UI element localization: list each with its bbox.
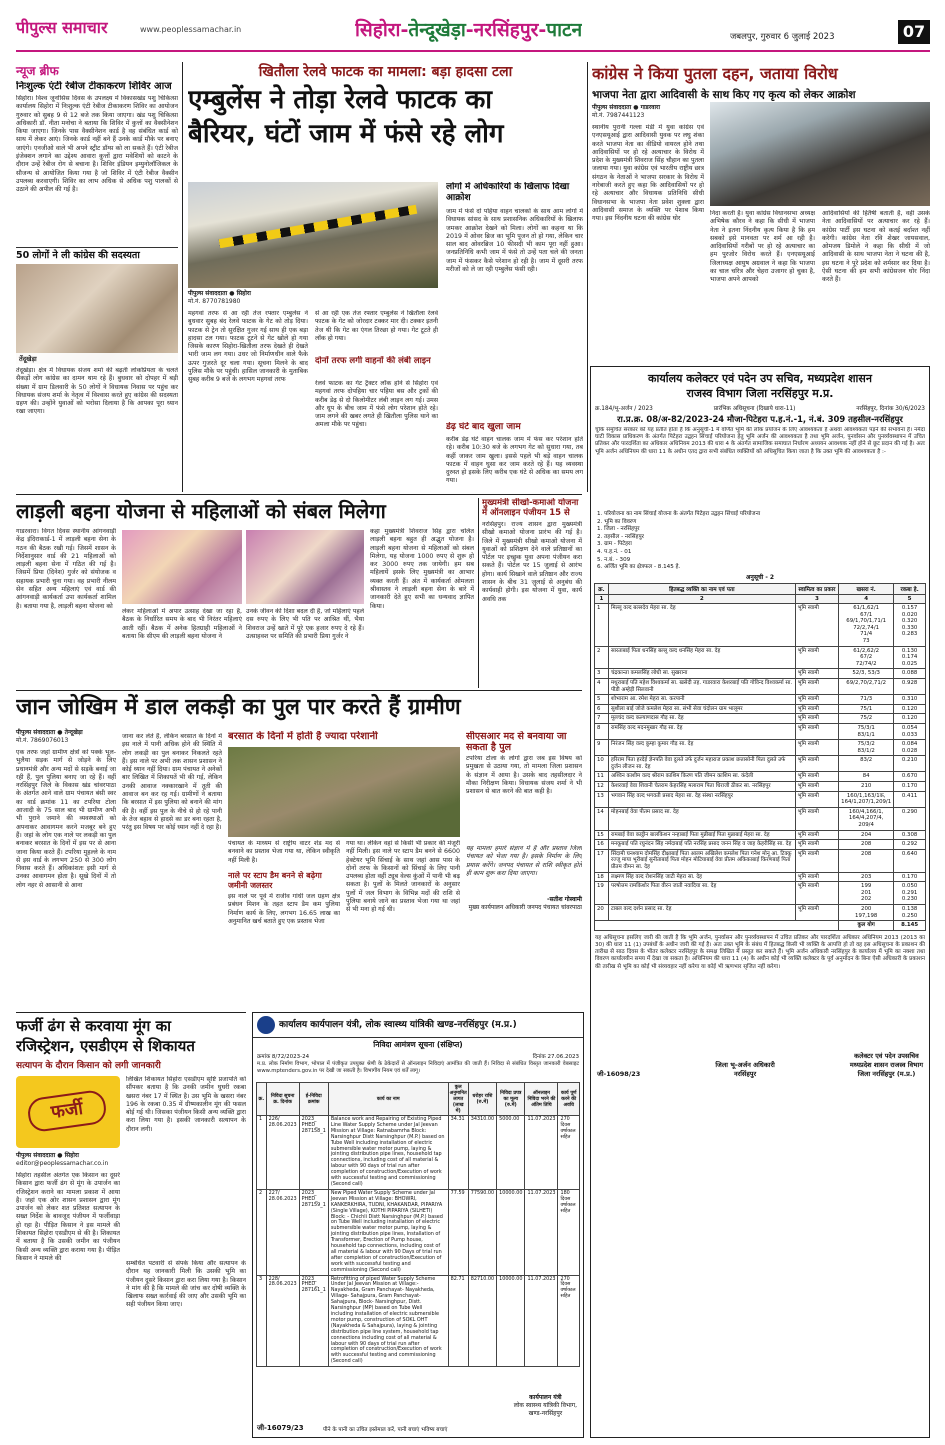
tender-header: कार्य पूर्ण करने की अवधि — [558, 1083, 580, 1116]
table-cell: 0.120 — [894, 704, 926, 714]
seekho-headline: मुख्यमंत्री सीखो-कमाओ योजना में ऑनलाइन पंजीयन 15 से — [482, 498, 579, 518]
tender-header: कार्यालय कार्यपालन यंत्री, लोक स्वास्थ्य यांत्रिकी खण्ड-नरसिंहपुर (म.प्र.) — [253, 1013, 583, 1038]
table-cell: 2 — [595, 646, 609, 669]
table-cell: 0.310 — [894, 695, 926, 705]
table-total-row — [595, 921, 926, 931]
table-row — [595, 723, 926, 739]
table-cell: 270 दिवस वर्षाकाल सहित — [558, 1116, 580, 1190]
total-label: कुल योग — [839, 921, 894, 931]
news-brief-body: सिहोरा। विश्व जूनोसिस दिवस के उपलक्ष्य में विकासखंड पशु चिकित्सा कार्यालय सिहोरा में निःशुल्क एंटी रेबीज टीकाकरण शिविर का आयोजन गुरुवार को सुबह 9 से 12 बजे तक किया जाएगा। खंड पशु चिकित्सा अधिकारी डॉ. नीता मनोचा ने बताया कि शिविर में कुत्तों का वैक्सीनेशन किया जाएगा। जिनके पास वैक्सीनेशन कार्ड है वह संबंधित कार्ड को साथ में लेकर आएं। जिनके कार्ड नहीं बने हैं उनके कार्ड मौके पर बनाए जाएंगे। एनजीओ वाले भी अपने स्ट्रीट डॉग्स को ला सकते हैं। एंटी रेबीज इंजेक्शन लगाने का उद्देश्य आवारा कुत्तों द्वारा मवेशियों को काटने के दौरान उन्हें रेबीज रोग से बचाना है। शिविर इंडियन इम्युनोलॉजिकल के सौजन्य से आयोजित किया गया है जो शिविर में एंटी रेबीज वैक्सीन उपलब्ध करवाएगी। शिविर का लाभ अधिक से अधिक पशु पालकों से उठाने की अपील की गई है। — [16, 95, 178, 194]
rail-kicker: खितौला रेलवे फाटक का मामला: बड़ा हादसा टला — [258, 64, 513, 80]
collector-notice — [590, 366, 930, 1438]
section-rule — [16, 1012, 246, 1013]
table-cell: मनकूबाई पति रघुनंदन सिंह नर्मदाबाई पति नरसिंह प्रसाद जनन सिंह व जाह केहरीसिंह सा. देह — [608, 840, 795, 850]
table-cell: 0.138 0.250 — [894, 904, 926, 920]
table-cell: 5000.00 — [497, 1116, 525, 1190]
editor-email[interactable]: editor@peoplessamachar.co.in — [16, 1160, 109, 1167]
collector-title-2: राजस्व विभाग जिला नरसिंहपुर म.प्र. — [686, 387, 834, 400]
table-cell: 160/4,166/1, 164/4,207/4, 209/4 — [839, 807, 894, 830]
bridge-sidebar: टपरिया टोला के लोगों द्वारा जब इस विषय को प्रमुखता से उठाया गया, तो मामला जिला प्रशासन के संज्ञान में आया है। उसके बाद तहसीलदार ने मौका निरीक्षण किया। विधायक संजय शर्मा ने भी प्रशासन से बात करने की बात कही है। — [466, 755, 582, 796]
ladli-headline: लाड़ली बहना योजना से महिलाओं को संबल मिलेगा — [16, 499, 386, 523]
tender-header: कुल अनुमानित लागत (लाख में) — [448, 1083, 468, 1116]
table-cell: 75/2 — [839, 714, 894, 724]
table-cell: 208 — [839, 840, 894, 850]
table-cell: भूमि स्वामी — [795, 604, 838, 647]
section-rule — [16, 494, 582, 495]
seekho-body: नरसिंहपुर। राज्य शासन द्वारा मुख्यमंत्री सीखो कमाओ योजना प्रारंभ की गई है। जिले में मुख्यमंत्री सीखो कमाओ योजना में युवाओं को प्रशिक्षण देने वाले प्रतिष्ठानों का पोर्टल पर इच्छुक युवा अपना पंजीयन करा सकते हैं। पोर्टल पर 15 जुलाई से आरंभ होगा। कार्य सिखाने वाले प्रतिष्ठान और राज्य शासन के बीच 31 जुलाई से अनुबंध की कार्यवाही होगी। इस योजना में युवा, कार्य अवधि तक — [482, 521, 582, 603]
table-cell: 1 — [595, 604, 609, 647]
table-cell: 160/1,163/1क, 164/1,207/1,209/1 — [839, 791, 894, 807]
congress-joining-photo — [16, 264, 178, 364]
table-cell: निरंजन सिंह वल्द कुम्हा कुमार गौड़ सा. देह — [608, 740, 795, 756]
collector-list-item: 2. तहसील - नरसिंहपुर — [597, 533, 644, 540]
table-cell: 0.170 — [894, 872, 926, 882]
bridge-headline: जान जोखिम में डाल लकड़ी का पुल पार करते हैं ग्रामीण — [16, 695, 461, 720]
table-cell: 5 — [595, 695, 609, 705]
seekho-story — [482, 498, 582, 688]
table-row — [595, 830, 926, 840]
effigy-protest-photo — [710, 102, 930, 206]
table-cell: 75/3/1 83/1/1 — [839, 723, 894, 739]
table-cell: भूमि स्वामी — [795, 714, 838, 724]
table-cell: भूमि स्वामी — [795, 695, 838, 705]
table-row — [595, 782, 926, 792]
column-divider — [182, 62, 183, 492]
table-cell: 0.157 0.020 0.320 0.330 0.283 — [894, 604, 926, 647]
table-cell: 2023_ PHED_ 287159_1 — [299, 1189, 328, 1275]
moong-col1: सिहोरा तहसील अंतर्गत एक किसान का दूसरे किसान द्वारा फर्जी ढंग से मूंग के उपार्जन का रजिस्ट्रेशन कराने का मामला प्रकाश में आया है। जहां एक ओर शासन प्रशासन द्वारा मूंग उपार्जन को लेकर शत प्रतिशत सत्यापन के सख्त निर्देश के बावजूद पंजीयन में फर्जीवाड़ा हो रहा है। पीड़ित किसान ने इस मामले की शिकायत सिहोरा एसडीएम से की है। शिकायत में बताया है कि उसकी जमीन का पंजीयन किसी अन्य व्यक्ति द्वारा कराया गया है। पीड़ित किसान ने मामले की — [16, 1172, 120, 1262]
tender-notice-title: निविदा आमंत्रण सूचना (संक्षिप्त) — [373, 1040, 463, 1049]
table-cell: भूमि स्वामी — [795, 840, 838, 850]
tender-notice — [252, 1012, 584, 1438]
table-row — [595, 669, 926, 679]
table-header-number: 4 — [839, 595, 894, 604]
congress-subhead: भाजपा नेता द्वारा आदिवासी के साथ किए गए कृत्य को लेकर आक्रोश — [592, 89, 856, 101]
collector-list-item: 5. न.बं. - 309 — [597, 556, 631, 563]
table-row — [595, 740, 926, 756]
tender-header: क्र. — [257, 1083, 267, 1116]
bridge-col3: पंचायत के माध्यम से राष्ट्रीय वाटर शेड मद से बनवाने का प्रस्ताव भेजा गया था, लेकिन स्वीकृति नहीं मिली है। — [228, 840, 340, 864]
table-row — [595, 807, 926, 830]
table-cell: 71/3 — [839, 695, 894, 705]
table-row — [595, 714, 926, 724]
rail-story — [188, 62, 583, 492]
barrier-shape — [219, 205, 418, 249]
congress-byline: पीपुल्स संवाददाता ● गाडरवारा मो.नं. 7987441123 — [592, 104, 661, 119]
table-cell: 227/ 28.06.2023 — [266, 1189, 299, 1275]
table-cell: सारताबाई पिता धनसिंह बल्लू वल्द धनसिंह मेहरा सा. देह — [608, 646, 795, 669]
collector-footer-para: यह अधिसूचना इसलिए जारी की जाती है कि भूमि अर्जन, पुनर्वासन और पुनर्व्यवस्थापन में उचित प्रतिकर और पारदर्शिता अधिकार अधिनियम 2013 (2013 का 30) की धारा 11 (1) उपबंधों के अधीन जारी की गई है। अतः उक्त भूमि के संबंध में हितबद्ध किसी भी व्यक्ति के आपत्ति हो तो वह इस अधिसूचना के प्रकाशन की तारीख से साठ दिवस के भीतर कलेक्टर नरसिंहपुर के समक्ष लिखित में प्रस्तुत कर सकते हैं। भूमि अर्जन अधिकारी नरसिंहपुर के कार्यालय में भूमि का नक्शा तथा विवरण कार्यालयीन समय में देखा जा सकता है। अधिनियम की धारा 11 (4) के अधीन कोई भी व्यक्ति कलेक्टर के पूर्व अनुमोदन के बिना ऐसी अधिकारी के प्रकाशन की तारीख से भूमि का कोई भी संव्यवहार नहीं करेगा या कोई भी ऋणभार सृजित नहीं करेगा। — [595, 934, 925, 970]
table-row — [595, 604, 926, 647]
ladli-meeting-photo-1 — [122, 530, 242, 604]
bridge-quote: यह मामला हमारे संज्ञान में है और प्रस्ताव जिला पंचायत को भेजा गया है। इसके निर्माण के लिए प्रयास करेंगे। जनपद पंचायत से राशि स्वीकृत होते ही काम शुरू करा दिया जाएगा। — [466, 845, 582, 877]
table-row — [595, 695, 926, 705]
table-cell: भूमि स्वामी — [795, 646, 838, 669]
moong-col2: लिखित शिकायत सिहोरा एसडीएम सृष्टि प्रजापति को सौंपकर बताया है कि उनकी जमीन घुघरी रकबा खसरा नंबर 17 में स्थित है। उस भूमि के खसरा नंबर 196 के रकबा 0.35 में ग्रीष्मकालीन मूंग की फसल बोई गई थी। जिसका पंजीयन किसी अन्य व्यक्ति द्वारा करा लिया गया है। इसकी जानकारी सत्यापन के दौरान लगी। — [126, 1076, 246, 1133]
table-cell: भूमि स्वामी — [795, 678, 838, 694]
congress-headline: कांग्रेस ने किया पुतला दहन, जताया विरोध — [592, 64, 838, 83]
collector-list-item: 6. अर्जित भूमि का क्षेत्रफल - 8.145 हे. — [597, 564, 681, 571]
table-cell: सिंदामी घनश्याम दोमसिंह दीक्षाबाई पिता आलम अखिलेश कमलेश पिता गनेश मोनू आ. टिक्कू रज्जू माया भूरीबाई सुनीताबाई पिता मोहन मोटियाबाई वेवा प्रीतम अकिकाबाई किरणबाई पिता प्रीतम वीमन सा. देह — [608, 849, 795, 872]
table-header-number: 5 — [894, 595, 926, 604]
table-cell: 204 — [839, 830, 894, 840]
table-cell: 203 — [839, 872, 894, 882]
bridge-sidebar-title: सीएसआर मद से बनवाया जा सकता है पुल — [466, 731, 567, 753]
section-rule — [16, 690, 582, 691]
table-cell: 10 — [595, 756, 609, 772]
moong-col3: सम्बंधित पटवारी से संपर्क किया और सत्यापन के दौरान यह जानकारी मिली कि उसकी भूमि का पंजीयन दूसरे किसान द्वारा करा लिया गया है। किसान ने मांग की है कि मामले की जांच कर दोषी व्यक्ति के खिलाफ सख्त कार्रवाई की जाए और उसकी भूमि का सही पंजीयन किया जाए। — [126, 1260, 246, 1309]
table-header-number: 2 — [608, 595, 795, 604]
table-cell: भूमि स्वामी — [795, 704, 838, 714]
table-cell: 17 — [595, 849, 609, 872]
collector-para1: चूंकि समुचित सरकार को यह प्रतीत होता है कि अनुसूची-1 में वर्णित भूमि की लोक प्रयोजन के लिए आवश्यकता है अथवा आवश्यकता पड़ने की संभावना है। नर्मदा घाटी विकास प्राधिकरण के अंतर्गत पिटेहरा उद्वहन सिंचाई परियोजना हेतु भूमि अर्जन की आवश्यकता है तथा भूमि अर्जन, पुनर्वासन और पुनर्व्यवस्थापन में उचित प्रतिकर और पारदर्शिता का अधिकार अधिनियम 2013 की धारा 4 के अंतर्गत सामाजिक समाघात निर्धारण अध्ययन आवश्यक नहीं होने से छूट प्रदान की गई है। अतः भूमि अर्जन अधिनियम की धारा 11 के अधीन एतद द्वारा सभी संबंधित व्यक्तियों को अधिसूचित किया जाता है कि उक्त भूमि की आवश्यकता है :- — [595, 427, 925, 455]
bridge-col1: एक तरफ जहां ग्रामीण क्षेत्रों को पक्के भूल-भुलैया सड़क मार्ग से जोड़ने के लिए प्रधानमंत्री और अन्य मदों से सड़कें बनाई जा रही हैं, पुल पुलिया बनाए जा रहे हैं। वहीं नरसिंहपुर जिले के विकास खंड चांवरपाठा के अंतर्गत आने वाले ग्राम पंचायत बंसी स्वर का वार्ड क्रमांक 11 का टपरिया टोला आजादी के 75 साल बाद भी ग्रामीण अभी भी पुराने जमाने की व्यवस्थाओं को अपनाकर आवागमन करने मजबूर बने हुए हैं। जहां के लोग एक नाले पर लकड़ी का पुल बनाकर बरसात के दिनों में इस पर से आना जाना किया करते हैं। टपरिया मुहल्ले के नाम से इस वार्ड के लगभग 250 से 300 लोग निवास करते हैं। अधिकांशतः इसी मार्ग से उनका आवागमन होता है। सूखे दिनों में तो लोग नहर से आसानी से आना — [16, 749, 116, 889]
table-cell: 180 दिवस वर्षाकाल सहित — [558, 1189, 580, 1275]
table-cell: रामसिंह वल्द मदनमुखार गौड़ सा. देह — [608, 723, 795, 739]
table-row — [595, 872, 926, 882]
table-cell: 200 197,198 — [839, 904, 894, 920]
ladli-meeting-photo-2 — [246, 530, 364, 604]
table-cell: भूमि स्वामी — [795, 723, 838, 739]
brief2-body: तेंदूखेड़ा। क्षेत्र में विधायक संजय शर्मा की बढ़ती लोकप्रियता के चलते सैकड़ों लोग कांग्रेस का दामन थाम रहे हैं। बुधवार को दोपहर में बड़ी संख्या में ग्राम डिलवारी के 50 लोगों ने विधायक निवास पर पहुंच कर विधायक संजय शर्मा के नेतृत्व में विश्वास करते हुए कांग्रेस की सदस्यता ग्रहण की। उन्होंने युवाओं को भरोसा दिलाया है कि आपका पूरा ध्यान रखा जाएगा। — [16, 367, 178, 416]
table-cell: 6 — [595, 704, 609, 714]
table-cell: भूमि स्वामी — [795, 807, 838, 830]
table-row — [595, 904, 926, 920]
tender-header: कार्य का नाम — [328, 1083, 448, 1116]
broken-rail-gate-photo — [188, 182, 438, 288]
tender-intro: म.प्र. लोक निर्माण विभाग, भोपाल में पंजीकृत उपयुक्त श्रेणी के ठेकेदारों से ऑनलाइन निविदाएं आमंत्रित की जाती हैं। निविदा से संबंधित विस्तृत जानकारी वेबसाइट www.mptenders.gov.in पर देखी जा सकती है। विभागीय नियम एवं शर्तें लागू। — [257, 1061, 579, 1074]
tender-header: धरोहर राशि (रु.में) — [468, 1083, 496, 1116]
tender-header: ऑनलाइन निविदा भरने की अंतिम तिथि — [525, 1083, 558, 1116]
news-brief-headline: निःशुल्क एंटी रेबीज टीकाकरण शिविर आज — [16, 81, 172, 92]
table-cell: 34.31 — [448, 1116, 468, 1190]
newspaper-logo-icon: पीपुल्स समाचार — [16, 18, 108, 37]
tender-header: निविदा प्रपत्र का मूल्य (रु.में) — [497, 1083, 525, 1116]
table-cell: 75/3/2 83/1/2 — [839, 740, 894, 756]
table-cell: 11.07.2023 — [525, 1116, 558, 1190]
congress-story — [592, 62, 930, 362]
table-cell: 0.640 — [894, 849, 926, 872]
table-cell: 8 — [595, 723, 609, 739]
table-cell: 0.411 — [894, 791, 926, 807]
ladli-col3: उनके जीवन की दिशा बदल दी है, जो महिलाएं पहले दस रुपए के लिए भी पति पर आश्रित थीं, भैया शिवराज उन्हें खाते में पूरे एक हजार रुपए दे रहे हैं। उत्साहवश पर समिति की प्रभारी प्रिया गुर्जर ने — [246, 608, 364, 640]
table-row — [595, 704, 926, 714]
table-cell: 11.07.2023 — [525, 1275, 558, 1367]
bridge-quote-author: -सतीश गोस्वामी मुख्य कार्यपालन अधिकारी जनपद पंचायत चांवरपाठा — [468, 896, 582, 911]
table-cell: 0.130 0.174 0.025 — [894, 646, 926, 669]
masthead — [0, 0, 945, 60]
collector-code: जी-16098/23 — [597, 1069, 641, 1078]
bridge-byline: पीपुल्स संवाददाता ● तेन्दूखेड़ा मो.नं. 7869076013 — [16, 729, 83, 744]
total-value: 8.145 — [894, 921, 926, 931]
table-cell: 0.120 — [894, 714, 926, 724]
table-cell: 69/2,70/2,71/2 — [839, 678, 894, 694]
bridge-photo-headline: बरसात के दिनों में होती है ज्यादा परेशानी — [228, 731, 378, 742]
table-cell: New Piped Water Supply Scheme under Jal Jeevan Mission at Village: BHOWRI, KANKERKHIRA, TUDNI, KHAKANDAR, PIPARIYA (Single Village), KOTHI PIPARIYA (SILHETI) Block: - Chichli Distt Narsinghpur (M.P.) based on Tube Well including installation of electric submersible water motor pump, laying & jointing distribution pipe lines, Installation of Transformer, Erection of Pump house, household tap connections, including cost of all material & labour with 90 Days of trial run after completion of construction/Execution of work with successful testing and commissioning (Second call) — [328, 1189, 448, 1275]
news-brief-column — [16, 62, 178, 492]
rail-byline: पीपुल्स संवाददाता ● सिहोरा मो.नं. 8770781980 — [188, 290, 251, 305]
bridge-col2: जाना कर लेते हैं, लेकिन बरसात के दिनों में इस नाले में पानी अधिक होने की स्थिति में लोग लकड़ी का पुल बनाकर निकलते रहते हैं। इस नाले पर अभी तक शासन प्रशासन ने कोई ध्यान नहीं दिया। ग्राम पंचायत ने अनेकों बार लिखित में शिकायतें भी की गई, लेकिन उनकी आवाज नक्कारखाने में तूती की आवाज बन कर रह गई। ग्रामीणों ने बताया कि बरसात में इस पुलिया को बनाने की मांग की है। वहीं इस पुल के नीचे से हो रहे पानी के तेज बहाव से हादसे का डर बना रहता है, परंतु इस विषय पर कोई ध्यान नहीं दे रहा है। — [122, 733, 222, 832]
collector-case: रा.प्र.क्र. 08/अ-82/2023-24 मौजा-पिटेहरा प.ह.नं.-1, नं.बं. 309 तहसील-नरसिंहपुर — [617, 414, 903, 424]
table-cell: 0.290 — [894, 807, 926, 830]
collector-ref-row: क्र.184/भू-अर्जन / 2023 प्रारंभिक अधिसूचना (दिखाये धारा-11) नरसिंहपुर, दिनांक 30/6/2023 — [595, 406, 925, 412]
table-row — [257, 1275, 580, 1367]
table-cell: 0.084 0.028 — [894, 740, 926, 756]
tender-ref-row: क्रमांक 8/72/2023-24 दिनांक 27.06.2023 — [257, 1054, 579, 1060]
table-header-number: 1 — [595, 595, 609, 604]
tender-code: जी-16079/23 — [257, 1424, 304, 1432]
rail-headline-2: बैरियर, घंटों जाम में फंसे रहे लोग — [188, 119, 504, 149]
rail-sub3: लोगों में अधिकारियों के खिलाफ दिखा आक्रोश — [446, 182, 570, 203]
rail-col3b: करीब डेढ़ घंटे वाहन चालक जाम में फंस कर परेशान होते रहे। करीब 10:30 बजे के लगभग गेट को सुधारा गया, तब कहीं जाकर जाम खुला। इससे पहले भी बड़े वाहन चालक फाटक में वाहन घुसा कर जाम करते रहे हैं। यह व्यवस्था दुरुस्त हो इसके लिए करीब एक घंटे से अधिक का समय लग गया। — [446, 436, 583, 485]
collector-list — [591, 509, 929, 573]
table-cell: 83/2 — [839, 756, 894, 772]
table-row — [595, 849, 926, 872]
ladli-col2: लेकर महिलाओं में अपार उत्साह देखा जा रहा है, बैठक के निर्धारित समय के बाद भी निरंतर महिलाएं आती रहीं। बैठक में अनेक हितग्राही महिलाओं ने बताया कि सीएम की लाड़ली बहना योजना ने — [122, 608, 242, 640]
table-cell: शोभाराम आ. रमेश मेहरा सा. करपानी — [608, 695, 795, 705]
table-row — [595, 882, 926, 905]
table-cell: 0.928 — [894, 678, 926, 694]
table-cell: 228/ 28.06.2023 — [266, 1275, 299, 1367]
congress-col2: निंदा करती है। युवा कांग्रेस विधानसभा अध्यक्ष अभिषेक कौरव ने कहा कि सीधी में भाजपा नेता ने इतना निंदनीय कृत्य किया है कि हम सबको इसे मानवता पर शर्म आ रही है। आदिवासियों गरीबों पर हो रहे अत्याचार का हम पुरजोर विरोध करते हैं। एनएसयूआई जिलाध्यक्ष आयुष अग्रवाल ने कहा कि भाजपा का चाल चरित्र और चेहरा उजागर हो चुका है, भाजपा अपने आपको — [710, 210, 815, 284]
table-cell: 52/3, 53/3 — [839, 669, 894, 679]
table-cell: केशरवाई वेवा शिवानी चेतराम केहरसिंह मलाराम पिता धिराजी ठीकर सा. नरसिंहपुर — [608, 782, 795, 792]
congress-col3: आदिवासियों की हितैषी बताती है, वहीं उसके नेता आदिवासियों पर अत्याचार कर रहे हैं। कांग्रेस पार्टी इस घटना को कतई बर्दाश्त नहीं करेगी। कांग्रेस नेता रवि शेखर जायसवाल, ओमजय डिमोले ने कहा कि सीधी में जो आदिवासी के साथ भाजपा नेता ने घटना की है, इस घटना ने पूरे प्रदेश को शर्मसार कर दिया है। ऐसी घटना की हम सभी कांग्रेसजन घोर निंदा करते हैं। — [822, 210, 930, 284]
table-cell: 10000.00 — [497, 1275, 525, 1367]
table-cell: 10000.00 — [497, 1189, 525, 1275]
tender-header: ई-निविदा क्रमांक — [299, 1083, 328, 1116]
table-cell: 16 — [595, 840, 609, 850]
collector-list-item: 1. परियोजना का नाम सिंचाई योजना के अंतर्गत पिटेहरा उद्वहन सिंचाई परियोजना — [597, 511, 761, 517]
masthead-rule — [16, 50, 930, 52]
table-cell: भूमि स्वामी — [795, 830, 838, 840]
edition-date: जबलपुर, गुरुवार 6 जुलाई 2023 — [730, 32, 835, 42]
tender-signature: कार्यपालन यंत्री लोक स्वास्थ्य यांत्रिकी विभाग, खण्ड-नरसिंहपुर — [513, 1394, 577, 1417]
table-row — [595, 840, 926, 850]
table-cell: चंद्रकान्ता कमलसिंह लोधी सा. सुखराना — [608, 669, 795, 679]
table-cell: 84 — [839, 772, 894, 782]
table-cell: 20 — [595, 904, 609, 920]
collector-list-item: 1. जिला - नरसिंहपुर — [597, 526, 640, 533]
table-row — [595, 678, 926, 694]
moong-headline-1: फर्जी ढंग से करवाया मूंग का — [16, 1017, 172, 1035]
tender-header: निविदा सूचना क्र. दिनांक — [266, 1083, 299, 1116]
collector-title-1: कार्यालय कलेक्टर एवं पदेन उप सचिव, मध्यप्रदेश शासन — [648, 372, 872, 385]
table-row — [595, 791, 926, 807]
table-cell: 82710.00 — [468, 1275, 496, 1367]
table-cell: 11 — [595, 772, 609, 782]
table-cell: 0.170 — [894, 782, 926, 792]
table-cell: 11.07.2023 — [525, 1189, 558, 1275]
table-cell: 75/1 — [839, 704, 894, 714]
table-cell: मोहनबाई वेवा पीतम प्रसाद सा. देह — [608, 807, 795, 830]
table-cell: 0.308 — [894, 830, 926, 840]
table-row — [595, 772, 926, 782]
table-cell: 0.050 0.291 0.230 — [894, 882, 926, 905]
table-cell: अश्विन काशीम वल्द श्रीराम काशिम किरण पति जीमन काशिम सा. कंदेली — [608, 772, 795, 782]
table-cell: 199 201 202 — [839, 882, 894, 905]
rail-col2b: रेलवे फाटक का गेट ट्रैक्टर लॉक होने से सिहोरा एवं महगवां तरफ दोपहिया चार पहिया बस और ट्रकों की करीब डेढ़ से दो किलोमीटर लंबी लाइन लग गई। उमस और धूप के बीच जाम में फंसे लोग परेशान होते रहे। जाम लगने की खबर लगते ही खितौला पुलिस थाने का अमला मौके पर पहुंचा। — [315, 380, 438, 429]
table-cell: भगवान सिंह वल्द भगवती प्रसाद मेहरा सा. देह संस्था नरसिंहपुर — [608, 791, 795, 807]
bridge-story — [16, 693, 582, 925]
photo-caption: तेंदूखेड़ा — [16, 353, 178, 364]
table-cell: 2023_ PHED_ 287158_1 — [299, 1116, 328, 1190]
rail-sub2: दोनों तरफ लगी वाहनों की लंबी लाइन — [315, 356, 431, 366]
table-cell: भूमि स्वामी — [795, 791, 838, 807]
table-cell: 61/1,62/1 67/1 69/1,70/1,71/1 72/2,74/1 71/4 73 — [839, 604, 894, 647]
table-cell: 14 — [595, 807, 609, 830]
table-cell: सुशीला बाई जोजे कमलेश मेहरा सा. संभी सेवा चंदोलन ग्राम भालूमर — [608, 704, 795, 714]
table-cell: भूमि स्वामी — [795, 872, 838, 882]
table-header: हितबद्ध व्यक्ति का नाम एवं पता — [608, 584, 795, 595]
table-header: खसरा नं. — [839, 584, 894, 595]
land-table — [594, 583, 926, 931]
table-row — [257, 1189, 580, 1275]
rail-col2: से आ रही एक तेज रफ्तार एम्बुलेंस ने खितौला रेलवे फाटक के गेट को जोरदार टक्कर मार दी। टक्कर इतनी तेज थी कि गेट का एंगल तिरछा हो गया। गेट टूटते ही लॉक हो गया। — [315, 310, 438, 342]
page-number: 07 — [898, 20, 930, 44]
table-cell: 82.71 — [448, 1275, 468, 1367]
moong-story — [16, 1016, 246, 1436]
tender-foot-note: पीने के पानी का उचित इस्तेमाल करें, पानी बचाएं भविष्य बचाएं — [323, 1427, 448, 1433]
site-url[interactable]: www.peoplessamachar.in — [140, 25, 242, 34]
section-title: सिहोरा-तेन्दूखेड़ा-नरसिंहपुर-पाटन — [355, 19, 583, 41]
news-brief-label: न्यूज ब्रीफ — [16, 64, 59, 78]
column-divider — [478, 498, 479, 688]
ladli-col1: गाडरवारा। विगत दिवस स्थानीय आंगनवाड़ी केंद्र इंदिराकार्ड-1 में लाड़ली बहना सेना के गठन की बैठक रखी गई। जिसमें शासन के निर्देशानुसार वार्ड की 21 महिलाओं को लाड़ली बहना सेना में गठित की गई है। जिसमें प्रिया (दिनेश) गुर्जर को संयोजक व सहायक प्रभारी चुना गया। वह प्रभारी नीलम सेन सहित अन्य महिलाएं एवं वार्ड की आंगनवाड़ी कार्यकर्ता उपा कार्यकर्ता शामिल है। बताया गया है, लाड़ली बहना योजना को — [16, 528, 116, 610]
table-cell: रामबाई वेवा काट्ठीन बालकिशन नन्हाबाई पिता मुन्नीबाई पिता मुन्नाबाई मेहरा सा. देह — [608, 830, 795, 840]
rail-col3: जाम में फंसे दो पहिया वाहन चालकों के साथ आम लोगों में विधायक सांसद के साथ प्रशासनिक अधिकारियों के खिलाफ जमकर आक्रोश देखने को मिला। लोगों का कहना था कि 2019 में ओवर ब्रिज का भूमि पूजन तो हो गया, लेकिन चार साल बाद ओवरब्रिज 10 फीसदी भी काम पूरा नहीं हुआ। जनप्रतिनिधि कभी जाम में फंसे तो उन्हें पता चले की जनता जाम में फंसकर कैसे परेशान हो रही है। जाम में दूसरी तरफ मरीजों को ले जा रही एम्बुलेंस फंसी रही। — [446, 208, 583, 274]
collector-list-item: 4. प.ह.नं. - 01 — [597, 548, 632, 555]
rail-sub4: डेढ़ घंटे बाद खुला जाम — [446, 422, 521, 432]
table-cell: 13 — [595, 791, 609, 807]
wooden-bridge-photo — [228, 747, 460, 837]
moong-subhead: सत्यापन के दौरान किसान को लगी जानकारी — [16, 1061, 161, 1071]
table-cell: 270 दिवस वर्षाकाल सहित — [558, 1275, 580, 1367]
table-cell: 19 — [595, 882, 609, 905]
bridge-sub: नाले पर स्टाप डैम बनने से बढ़ेगा जमीनी जलस्तर — [228, 871, 322, 890]
table-cell: लक्ष्मण सिंह वल्द रोशनसिंह जाटी मेहरा सा. देह — [608, 872, 795, 882]
table-cell: टाबल वल्द दर्शन प्रसाद सा. देह — [608, 904, 795, 920]
moong-headline-2: रजिस्ट्रेशन, एसडीएम से शिकायत — [16, 1037, 195, 1055]
congress-col1: स्थानीय पुरानी गल्ला मंडी में युवा कांग्रेस एवं एनएसयूआई द्वारा आदिवासी युवक पर लघु शंका करते भाजपा नेता का वीडियो वायरल होने तथा आदिवासियों पर हो रहे अत्याचार के विरोध में प्रदेश के मुख्यमंत्री शिवराज सिंह चौहान का पुतला जलाया गया। युवा कांग्रेस एवं भारतीय राष्ट्रीय छात्र संगठन के नेताओं ने भाजपा सरकार के विरोध में नारेबाजी करते हुए कहा कि आदिवासियों पर हो रहे अत्याचार और विधायक प्रतिनिधि सीधी विधानसभा के भाजपा नेता प्रवेश शुक्ला द्वारा आदिवासी समाज के व्यक्ति पर पेशाब किया गया। इस निंदनीय घटना की कांग्रेस घोर — [592, 124, 704, 223]
bridge-col4: इस नाले पर पूर्व में राजीव गांधी जल ग्रहण क्षेत्र प्रबंधन मिशन के तहत स्टाप डैम कम पुलिया निर्माण कार्य के लिए, लगभग 16.65 लाख का अनुमानित खर्च बताते हुए एक प्रस्ताव भेजा — [228, 893, 340, 925]
table-cell: 7 — [595, 714, 609, 724]
collector-list-item: 3. ग्राम - पिटेहरा — [597, 541, 632, 548]
table-cell: 0.054 0.033 — [894, 723, 926, 739]
table-cell: 1 — [257, 1116, 267, 1190]
table-cell: भूमि स्वामी — [795, 849, 838, 872]
table-cell: मिल्लू वल्द बल्लदेव मेहरा सा. देह — [608, 604, 795, 647]
column-divider — [587, 62, 588, 492]
table-row — [595, 756, 926, 772]
water-tap-icon — [257, 1016, 275, 1034]
table-cell: 0.210 — [894, 756, 926, 772]
table-cell: Retrofitting of piped Water Supply Scheme Under Jal Jeevan Mission at Village:- Nayakheda, Gram Panchayat- Nayakheda, Village- Sahajpura, Gram Panchayat- Sahajpura, Block- Narsinghpur, Distt. Narsinghpur (MP) based on Tube Well including installation of electric submersible motor pump, construction of SOKL OHT (Nayakheda & Sahajpura), laying & jointing distribution pipe line system, household tap connections including cost of all material & labour with 90 days of trial run after completion of construction/Execution of work with successful testing and commissioning (Second call) — [328, 1275, 448, 1367]
table-cell: 208 — [839, 849, 894, 872]
table-cell: भूमि स्वामी — [795, 740, 838, 756]
table-cell: भूमि स्वामी — [795, 669, 838, 679]
table-cell: 15 — [595, 830, 609, 840]
table-cell: हरिराम पिता हरदेई ज्ञेनपति वेवा दुलते उर्फ दुर्जन महाराज प्रकाश छत्तासोनी पिता दुलते उर्फ दुर्जन लीजन सा. देह — [608, 756, 795, 772]
table-header: रकबा हे. — [894, 584, 926, 595]
table-header: स्वामित्व का प्रकार — [795, 584, 838, 595]
table-cell: भूमि स्वामी — [795, 756, 838, 772]
table-cell: 3 — [257, 1275, 267, 1367]
table-cell: 61/2,62/2 67/2 72/74/2 — [839, 646, 894, 669]
table-row — [257, 1116, 580, 1190]
brief2-headline: 50 लोगों ने ली कांग्रेस की सदस्यता — [16, 247, 178, 261]
table-cell: परषोत्तम रामकिशोर पिता वीरन जाती नवादिया सा. देह — [608, 882, 795, 905]
table-cell: 77.59 — [448, 1189, 468, 1275]
collector-list-item: 2. भूमि का विवरण — [597, 518, 637, 525]
ladli-story — [16, 498, 474, 688]
table-cell: 4 — [595, 678, 609, 694]
table-cell: मूलचंद वल्द कल्याणदास गौड़ सा. देह — [608, 714, 795, 724]
table-cell: 9 — [595, 740, 609, 756]
table-cell: 34310.00 — [468, 1116, 496, 1190]
table-row — [595, 646, 926, 669]
table-cell: भूमि स्वामी — [795, 782, 838, 792]
table-cell: मथुराबाई पति महेश विश्वकर्मा सा. खसेदी तह. गाडरवारा केशरबाई पति गोविन्द विश्वकर्मा सा. पीडी अम्हेड़ी सिलवानी — [608, 678, 795, 694]
table-header: क्र. — [595, 584, 609, 595]
rail-headline-1: एम्बुलेंस ने तोड़ा रेलवे फाटक का — [188, 85, 493, 115]
table-cell: Balance work and Repairing of Existing Piped Line Water Supply Scheme under Jal Jeevan Mission at Village: Ratnabamrha Block: Narsinghpur Distt Narsinghpur (M.P.) based on Tube Well including installation of electric submersible water motor pump, laying & jointing distribution pipe lines, household tap connections, including cost of all material & labour with 90 days of trial run after completion of construction/Execution of work with successful testing and commissioning (Second call) — [328, 1116, 448, 1190]
table-cell: 2023_ PHED_ 287161_1 — [299, 1275, 328, 1367]
collector-signatures: जी-16098/23 जिला भू-अर्जन अधिकारी नरसिंहपुर कलेक्टर एवं पदेन उपसचिव मध्यप्रदेश शासन राजस्व विभाग जिला नरसिंहपुर (म.प्र.) — [597, 1051, 923, 1078]
table-cell: 0.292 — [894, 840, 926, 850]
table-cell: 0.670 — [894, 772, 926, 782]
table-header-number: 3 — [795, 595, 838, 604]
table-cell: भूमि स्वामी — [795, 904, 838, 920]
moong-byline: पीपुल्स संवाददाता ● सिहोरा editor@peoplessamachar.co.in — [16, 1152, 120, 1168]
ladli-col4: कहा मुख्यमंत्री शिवराज सिंह द्वारा चलित लाड़ली बहना बहुत ही अद्भुत योजना है। लाड़ली बहना योजना से महिलाओं को संबल मिलेगा, यह योजना 1000 रुपए से शुरू हो कर 3000 रुपए तक जायेगी। हम सब महिलायें इसके लिए मुख्यमंत्री का आभार व्यक्त करती हैं। अंत में कार्यकर्ता ओमलता श्रीवास्तव ने लाड़ली बहना सेना के बारे में जानकारी देते हुए सभी का धन्यवाद ज्ञापित किया। — [370, 528, 474, 610]
table-cell: 0.088 — [894, 669, 926, 679]
table-cell: 210 — [839, 782, 894, 792]
rail-col1: महगवां तरफ से आ रही तेज रफ्तार एम्बुलेंस ने बुधवार सुबह बंद रेलवे फाटक के गेट को तोड़ दिया। फाटक से ट्रेन तो सुरक्षित गुजर गई साथ ही एक बड़ा हादसा टल गया। फाटक टूटने से गेट खोले हो गया जिसके कारण सिहोरा-खितौला तरफ देखते ही देखते भारी जाम लग गया। उधर जो निर्माणधीन वाले फैके ऊपर गुजरते दूर चला गया। सूचना मिलने के बाद पुलिस मौके पर पहुंची। हासिल जानकारी के मुताबिक सुबह करीब 9 बजे के लगभग महगवां तरफ — [188, 310, 308, 384]
table-cell: 18 — [595, 872, 609, 882]
annex-label: अनुसूची - 2 — [745, 574, 775, 581]
table-cell: 12 — [595, 782, 609, 792]
tender-table — [256, 1082, 580, 1367]
table-cell: भूमि स्वामी — [795, 882, 838, 905]
table-cell: 226/ 28.06.2023 — [266, 1116, 299, 1190]
fake-stamp-icon: फर्जी — [16, 1076, 120, 1148]
bridge-col5: गया था। लेकिन वहां से किसी भी प्रकार की मंजूरी नहीं मिली। इस नाले पर स्टाप डैम बनने से 6600 हेक्टेयर भूमि सिंचाई के साथ जहां आस पास के दोनों तरफ के किसानों को सिंचाई के लिए पानी उपलब्ध होता वहीं ट्यूब वेल्स कुंओं में पानी भी बढ़ सकता है। पुलों के मिलते जानकारों के अनुसार पुलों में जल विभाग के विभिन्न मदों की राशि से पुलिया बनाये जाने का प्रस्ताव भेजा गया था जहां से भी मना हो गई थी। — [346, 840, 460, 914]
table-cell: 77590.00 — [468, 1189, 496, 1275]
table-cell: भूमि स्वामी — [795, 772, 838, 782]
table-cell: 3 — [595, 669, 609, 679]
table-cell: 2 — [257, 1189, 267, 1275]
